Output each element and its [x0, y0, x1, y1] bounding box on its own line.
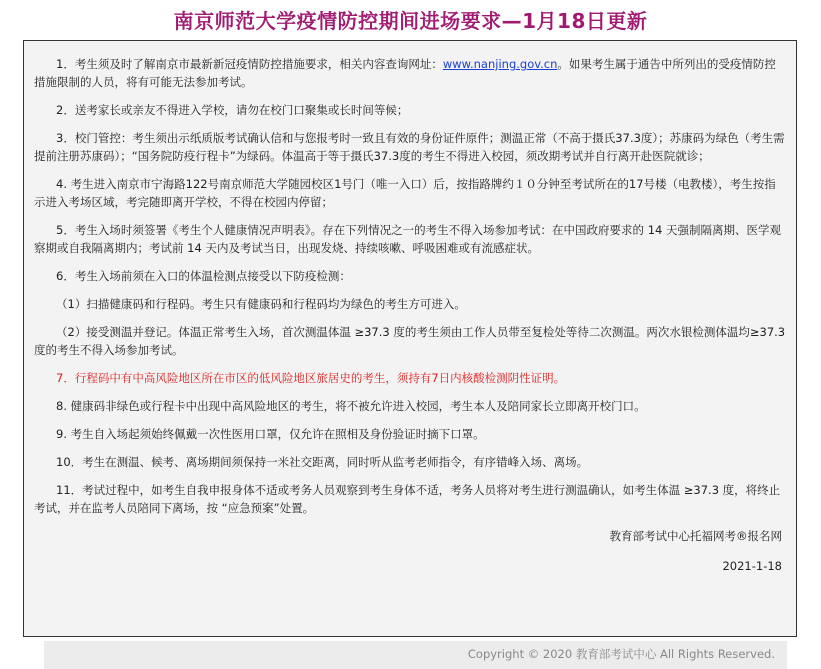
notice-item-1-text: 1．考生须及时了解南京市最新新冠疫情防控措施要求，相关内容查询网址：	[56, 57, 443, 71]
issuer-signature: 教育部考试中心托福网考®报名网	[609, 529, 782, 543]
notice-box	[23, 40, 797, 637]
footer-copyright: Copyright © 2020 教育部考试中心 All Rights Reserved.	[44, 641, 787, 669]
notice-item-6-1: （1）扫描健康码和行程码。考生只有健康码和行程码均为绿色的考生方可进入。	[56, 297, 466, 311]
notice-item-9: 9. 考生自入场起须始终佩戴一次性医用口罩，仅允许在照相及身份验证时摘下口罩。	[56, 427, 485, 441]
notice-item-6: 6．考生入场前须在入口的体温检测点接受以下防疫检测：	[56, 269, 351, 283]
issue-date: 2021-1-18	[722, 559, 782, 573]
notice-item-4: 4. 考生进入南京市宁海路122号南京师范大学随园校区1号门（唯一入口）后，按指路牌约１０分钟至考试所在的17号楼（电教楼），考生按指示进入考场区域，考完随即离开学校，不得在校园内停留；	[34, 177, 776, 209]
page-title: 南京师范大学疫情防控期间进场要求—1月18日更新	[173, 9, 648, 33]
notice-item-2: 2．送考家长或亲友不得进入学校，请勿在校门口聚集或长时间等候；	[56, 103, 409, 117]
notice-item-1-text-after: 。如果考生属于通告中所列出的受疫情防控措施限制的人员，将有可能无法参加考试。	[34, 57, 776, 89]
notice-item-7-highlight: 7．行程码中有中高风险地区所在市区的低风险地区旅居史的考生，须持有7日内核酸检测阴性证明。	[56, 371, 566, 385]
notice-item-5: 5．考生入场时须签署《考生个人健康情况声明表》。存在下列情况之一的考生不得入场参加考试：在中国政府要求的 14 天强制隔离期、医学观察期或自我隔离期内；考试前 14 天内及考试当日，出现发烧、持续咳嗽、呼吸困难或有流感症状。	[34, 223, 782, 255]
notice-item-10: 10．考生在测温、候考、离场期间须保持一米社交距离，同时听从监考老师指令，有序错峰入场、离场。	[56, 455, 589, 469]
notice-item-1	[34, 55, 786, 91]
notice-item-11: 11．考试过程中，如考生自我申报身体不适或考务人员观察到考生身体不适，考务人员将对考生进行测温确认，如考生体温 ≥37.3 度，将终止考试，并在监考人员陪同下离场，按 “应急预案”处置。	[34, 483, 781, 515]
nanjing-gov-link[interactable]: www.nanjing.gov.cn	[442, 57, 558, 71]
notice-item-8: 8. 健康码非绿色或行程卡中出现中高风险地区的考生，将不被允许进入校园，考生本人及陪同家长立即离开校门口。	[56, 399, 646, 413]
notice-item-3: 3．校门管控：考生须出示纸质版考试确认信和与您报考时一致且有效的身份证件原件；测温正常（不高于摄氏37.3度）；苏康码为绿色（考生需提前注册苏康码）；“国务院防疫行程卡”为绿码。体温高于等于摄氏37.3度的考生不得进入校园，须改期考试并自行离开赴医院就诊；	[34, 131, 785, 163]
notice-item-6-2: （2）接受测温并登记。体温正常考生入场，首次测温体温 ≥37.3 度的考生须由工作人员带至复检处等待二次测温。两次水银检测体温均≥37.3 度的考生不得入场参加考试。	[34, 325, 786, 357]
